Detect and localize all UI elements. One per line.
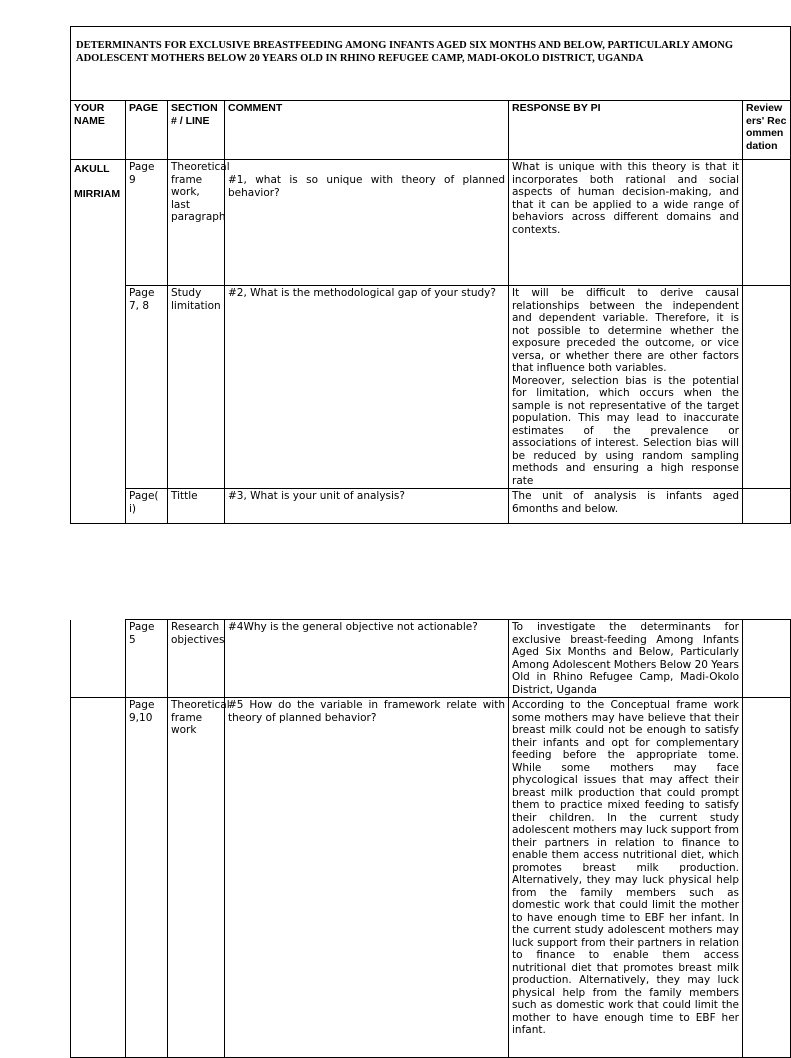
header-name: YOUR NAME [71,101,126,160]
recommendation-cell [743,698,791,1058]
page-cell: Page 7, 8 [126,286,168,489]
page-cell: Page 9,10 [126,698,168,1058]
response-cell [509,286,743,489]
section-cell: Theoretical frame work, last paragraph [168,160,225,286]
comment-cell: #3, What is your unit of analysis? [225,489,509,524]
header-reviewer-recommendation: Reviewers' Recommendation [743,101,791,160]
table-row [71,489,791,524]
page-cell: Page( i) [126,489,168,524]
table-row [71,698,791,1058]
section-cell: Study limitation [168,286,225,489]
comment-cell: #2, What is the methodological gap of your study? [225,286,509,489]
comment-cell [225,160,509,286]
page-cell: Page 9 [126,160,168,286]
header-comment: COMMENT [225,101,509,160]
comment-cell: #4Why is the general objective not actionable? [225,620,509,698]
reviewer-last-name: MIRRIAM [74,187,121,200]
review-table-page1 [70,26,791,524]
response-text: It will be difficult to derive causal relationships between the independent and dependent variable. Therefore, it is not possible to determine whether the exposure preceded the outcome, or vice versa, or whether there are other factors that influence both variables. [512,287,739,374]
table-row [71,160,791,286]
response-cell: To investigate the determinants for exclusive breast-feeding Among Infants Aged Six Months and Below, Particularly Among Adolescent Mothers Below 20 Years Old in Rhino Refugee Camp, Madi-Okolo District, Uganda [509,620,743,698]
table-row [71,620,791,698]
comment-cell: #5 How do the variable in framework relate with theory of planned behavior? [225,698,509,1058]
recommendation-cell [743,160,791,286]
recommendation-cell [743,286,791,489]
reviewer-first-name: AKULL [74,163,110,175]
page-cell: Page 5 [126,620,168,698]
header-section: SECTION # / LINE [168,101,225,160]
response-cell: The unit of analysis is infants aged 6months and below. [509,489,743,524]
name-cell [71,620,126,698]
section-cell: Theoretical frame work [168,698,225,1058]
review-table-page2 [70,619,791,1058]
section-cell: Tittle [168,489,225,524]
response-text: Moreover, selection bias is the potential for limitation, which occurs when the sample is not representative of the target population. This may lead to inaccurate estimates of the prevalence or associations of interest. Selection bias will be reduced by using random sampling methods and ensuring a high response rate [512,374,739,487]
section-cell: Research objectives [168,620,225,698]
reviewer-name-cell [71,160,126,524]
header-page: PAGE [126,101,168,160]
comment-text: #1, what is so unique with theory of planned behavior? [228,174,505,199]
header-response: RESPONSE BY PI [509,101,743,160]
table-row [71,286,791,489]
recommendation-cell [743,620,791,698]
response-cell: According to the Conceptual frame work some mothers may have believe that their breast milk could not be enough to satisfy their infants and opt for complementary feeding before the appropriate tome. While some mothers may face phycological issues that may affect their breast milk production that could prompt them to practice mixed feeding to satisfy their children. In the current study adolescent mothers may luck support from their partners in relation to finance to enable them access nutritional diet, which promotes breast milk production. Alternatively, they may luck physical help from the family members such as domestic work that could limit the mother to have enough time to EBF her infant. In the current study adolescent mothers may luck support from their partners in relation to finance to enable them access nutritional diet that promotes breast milk production. Alternatively, they may luck physical help from the family members such as domestic work that could limit the mother to have enough time to EBF her infant. [509,698,743,1058]
recommendation-cell [743,489,791,524]
document-title: DETERMINANTS FOR EXCLUSIVE BREASTFEEDING AMONG INFANTS AGED SIX MONTHS AND BELOW, PARTICULARLY AMONG ADOLESCENT MOTHERS BELOW 20 YEARS OLD IN RHINO REFUGEE CAMP, MADI-OKOLO DISTRICT, UGANDA [71,27,791,101]
name-cell [71,698,126,1058]
response-cell: What is unique with this theory is that it incorporates both rational and social aspects of human decision-making, and that it can be applied to a wide range of behaviors across different domains and contexts. [509,160,743,286]
